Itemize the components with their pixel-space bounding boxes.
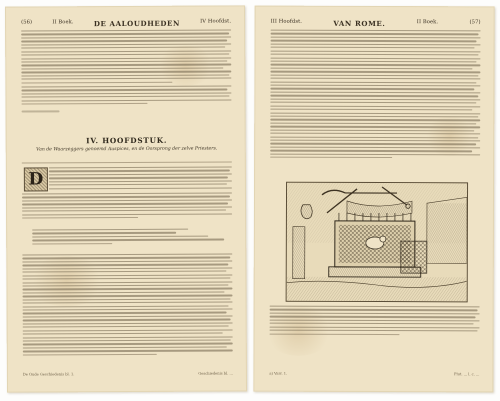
right-header-title: VAN ROME. — [333, 18, 386, 29]
left-footnote — [23, 371, 233, 376]
drop-cap-ornament — [24, 167, 48, 191]
right-header-chapter: II Boek. — [416, 19, 439, 26]
left-paragraph-main — [22, 192, 232, 221]
engraving-illustration — [286, 182, 468, 303]
left-paragraph-top — [21, 29, 231, 114]
left-page-number: (56) — [21, 19, 33, 26]
left-header-book: II Boek. — [52, 19, 74, 26]
right-running-header — [271, 19, 481, 29]
right-header-book: III Hoofdst. — [270, 18, 303, 25]
left-footnote-right: Geschiedenis bl. ... — [198, 371, 233, 376]
chapter-rule — [22, 161, 232, 163]
left-running-header — [21, 18, 231, 28]
left-enumerated-list — [32, 228, 232, 246]
left-paragraph-dropcap — [49, 166, 232, 191]
engraving-art — [287, 183, 467, 302]
right-footnote-right: Plut. ... l. c. ... — [454, 372, 480, 377]
left-footnote-left: De Oude Geschiedenis bl. 1. — [22, 372, 75, 377]
left-header-chapter: IV Hoofdst. — [200, 18, 232, 25]
drop-cap-letter: D — [28, 169, 44, 190]
chapter-title: IV. HOOFDSTUK. — [86, 135, 168, 146]
right-paragraph-bottom — [270, 306, 480, 338]
right-page-number: (57) — [469, 19, 481, 26]
right-paragraph-top — [270, 30, 480, 161]
right-footnote-left: a) Varr. 1. — [269, 371, 288, 376]
chapter-subtitle: Van de Waarzeggers genoemd Auspices, en de Oorsprong der zelve Priesters. — [36, 146, 218, 153]
right-footnote — [269, 372, 479, 377]
left-header-title: DE AALOUDHEDEN — [93, 18, 180, 29]
left-paragraph-bottom — [22, 253, 233, 357]
right-page — [253, 6, 494, 393]
left-page — [5, 5, 247, 392]
